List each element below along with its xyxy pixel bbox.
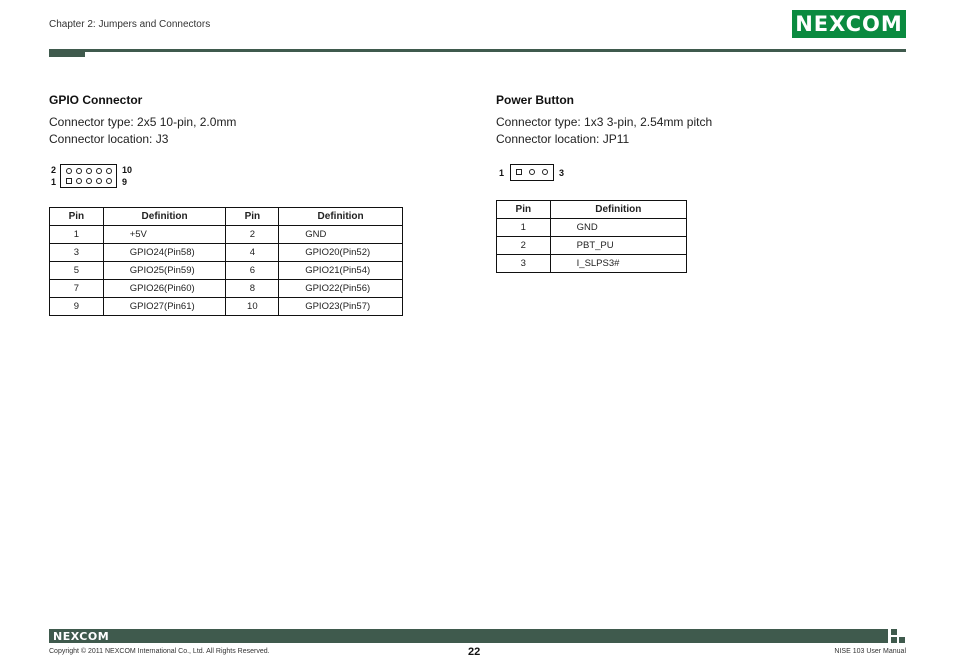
pin-cell: 8 xyxy=(226,280,279,298)
definition-cell: PBT_PU xyxy=(550,237,686,255)
column-header: Definition xyxy=(103,208,226,226)
table-header-row xyxy=(497,201,687,219)
pin-cell: 4 xyxy=(226,244,279,262)
column-header: Definition xyxy=(279,208,403,226)
gpio-pin-table xyxy=(49,207,403,316)
pin-cell: 10 xyxy=(226,298,279,316)
pin-round xyxy=(76,178,82,184)
definition-cell: +5V xyxy=(103,226,226,244)
pin-cell: 1 xyxy=(497,219,551,237)
gpio-label-pin2: 2 xyxy=(51,165,57,175)
table-row xyxy=(50,298,403,316)
footer-square xyxy=(899,637,905,643)
footer-square xyxy=(891,629,897,635)
table-row xyxy=(50,262,403,280)
pin-round xyxy=(106,168,112,174)
power-section-title: Power Button xyxy=(496,93,574,107)
brand-logo-text: NEXCOM xyxy=(795,12,903,36)
header-rule xyxy=(85,49,906,52)
pin-cell: 2 xyxy=(226,226,279,244)
table-row xyxy=(497,237,687,255)
chapter-title: Chapter 2: Jumpers and Connectors xyxy=(49,19,211,30)
gpio-header-diagram xyxy=(60,164,117,188)
definition-cell: GPIO25(Pin59) xyxy=(103,262,226,280)
pin-cell: 5 xyxy=(50,262,104,280)
table-row xyxy=(50,244,403,262)
pin-round xyxy=(96,178,102,184)
pin-cell: 2 xyxy=(497,237,551,255)
table-row xyxy=(497,219,687,237)
table-row xyxy=(50,226,403,244)
column-header: Definition xyxy=(550,201,686,219)
gpio-section-title: GPIO Connector xyxy=(49,93,143,107)
definition-cell: GPIO27(Pin61) xyxy=(103,298,226,316)
pin-cell: 9 xyxy=(50,298,104,316)
pin-cell: 6 xyxy=(226,262,279,280)
definition-cell: GPIO21(Pin54) xyxy=(279,262,403,280)
power-pin-table xyxy=(496,200,687,273)
power-label-pin1: 1 xyxy=(499,168,505,178)
column-header: Pin xyxy=(226,208,279,226)
definition-cell: GPIO22(Pin56) xyxy=(279,280,403,298)
definition-cell: GPIO23(Pin57) xyxy=(279,298,403,316)
pin-cell: 7 xyxy=(50,280,104,298)
gpio-label-pin10: 10 xyxy=(122,165,133,175)
table-row xyxy=(50,280,403,298)
pin-square xyxy=(66,178,72,184)
pin-round xyxy=(106,178,112,184)
pin-round xyxy=(96,168,102,174)
gpio-connector-location: Connector location: J3 xyxy=(49,132,169,146)
pin-cell: 3 xyxy=(50,244,104,262)
table-row xyxy=(497,255,687,273)
pin-cell: 3 xyxy=(497,255,551,273)
brand-logo xyxy=(792,10,906,38)
footer-logo-text: NEXCOM xyxy=(53,629,110,643)
table-header-row xyxy=(50,208,403,226)
definition-cell: GND xyxy=(279,226,403,244)
pin-cell: 1 xyxy=(50,226,104,244)
column-header: Pin xyxy=(50,208,104,226)
gpio-label-pin9: 9 xyxy=(122,177,128,187)
definition-cell: GPIO24(Pin58) xyxy=(103,244,226,262)
pin-round xyxy=(66,168,72,174)
copyright: Copyright © 2011 NEXCOM International Co., Ltd. All Rights Reserved. xyxy=(49,648,270,655)
definition-cell: GND xyxy=(550,219,686,237)
pin-round xyxy=(76,168,82,174)
pin-round xyxy=(542,169,548,175)
footer-square xyxy=(891,637,897,643)
definition-cell: GPIO20(Pin52) xyxy=(279,244,403,262)
manual-title: NISE 103 User Manual xyxy=(834,648,906,655)
power-header-diagram xyxy=(510,164,554,181)
header-rule-block xyxy=(49,49,85,57)
pin-round xyxy=(529,169,535,175)
power-connector-type: Connector type: 1x3 3-pin, 2.54mm pitch xyxy=(496,115,713,129)
pin-round xyxy=(86,178,92,184)
column-header: Pin xyxy=(497,201,551,219)
definition-cell: I_SLPS3# xyxy=(550,255,686,273)
power-label-pin3: 3 xyxy=(559,168,565,178)
footer-bar xyxy=(49,629,888,643)
definition-cell: GPIO26(Pin60) xyxy=(103,280,226,298)
gpio-connector-type: Connector type: 2x5 10-pin, 2.0mm xyxy=(49,115,237,129)
pin-round xyxy=(86,168,92,174)
power-connector-location: Connector location: JP11 xyxy=(496,132,630,146)
page-number: 22 xyxy=(468,646,481,658)
gpio-label-pin1: 1 xyxy=(51,177,57,187)
footer-logo xyxy=(53,629,109,643)
pin-square xyxy=(516,169,522,175)
